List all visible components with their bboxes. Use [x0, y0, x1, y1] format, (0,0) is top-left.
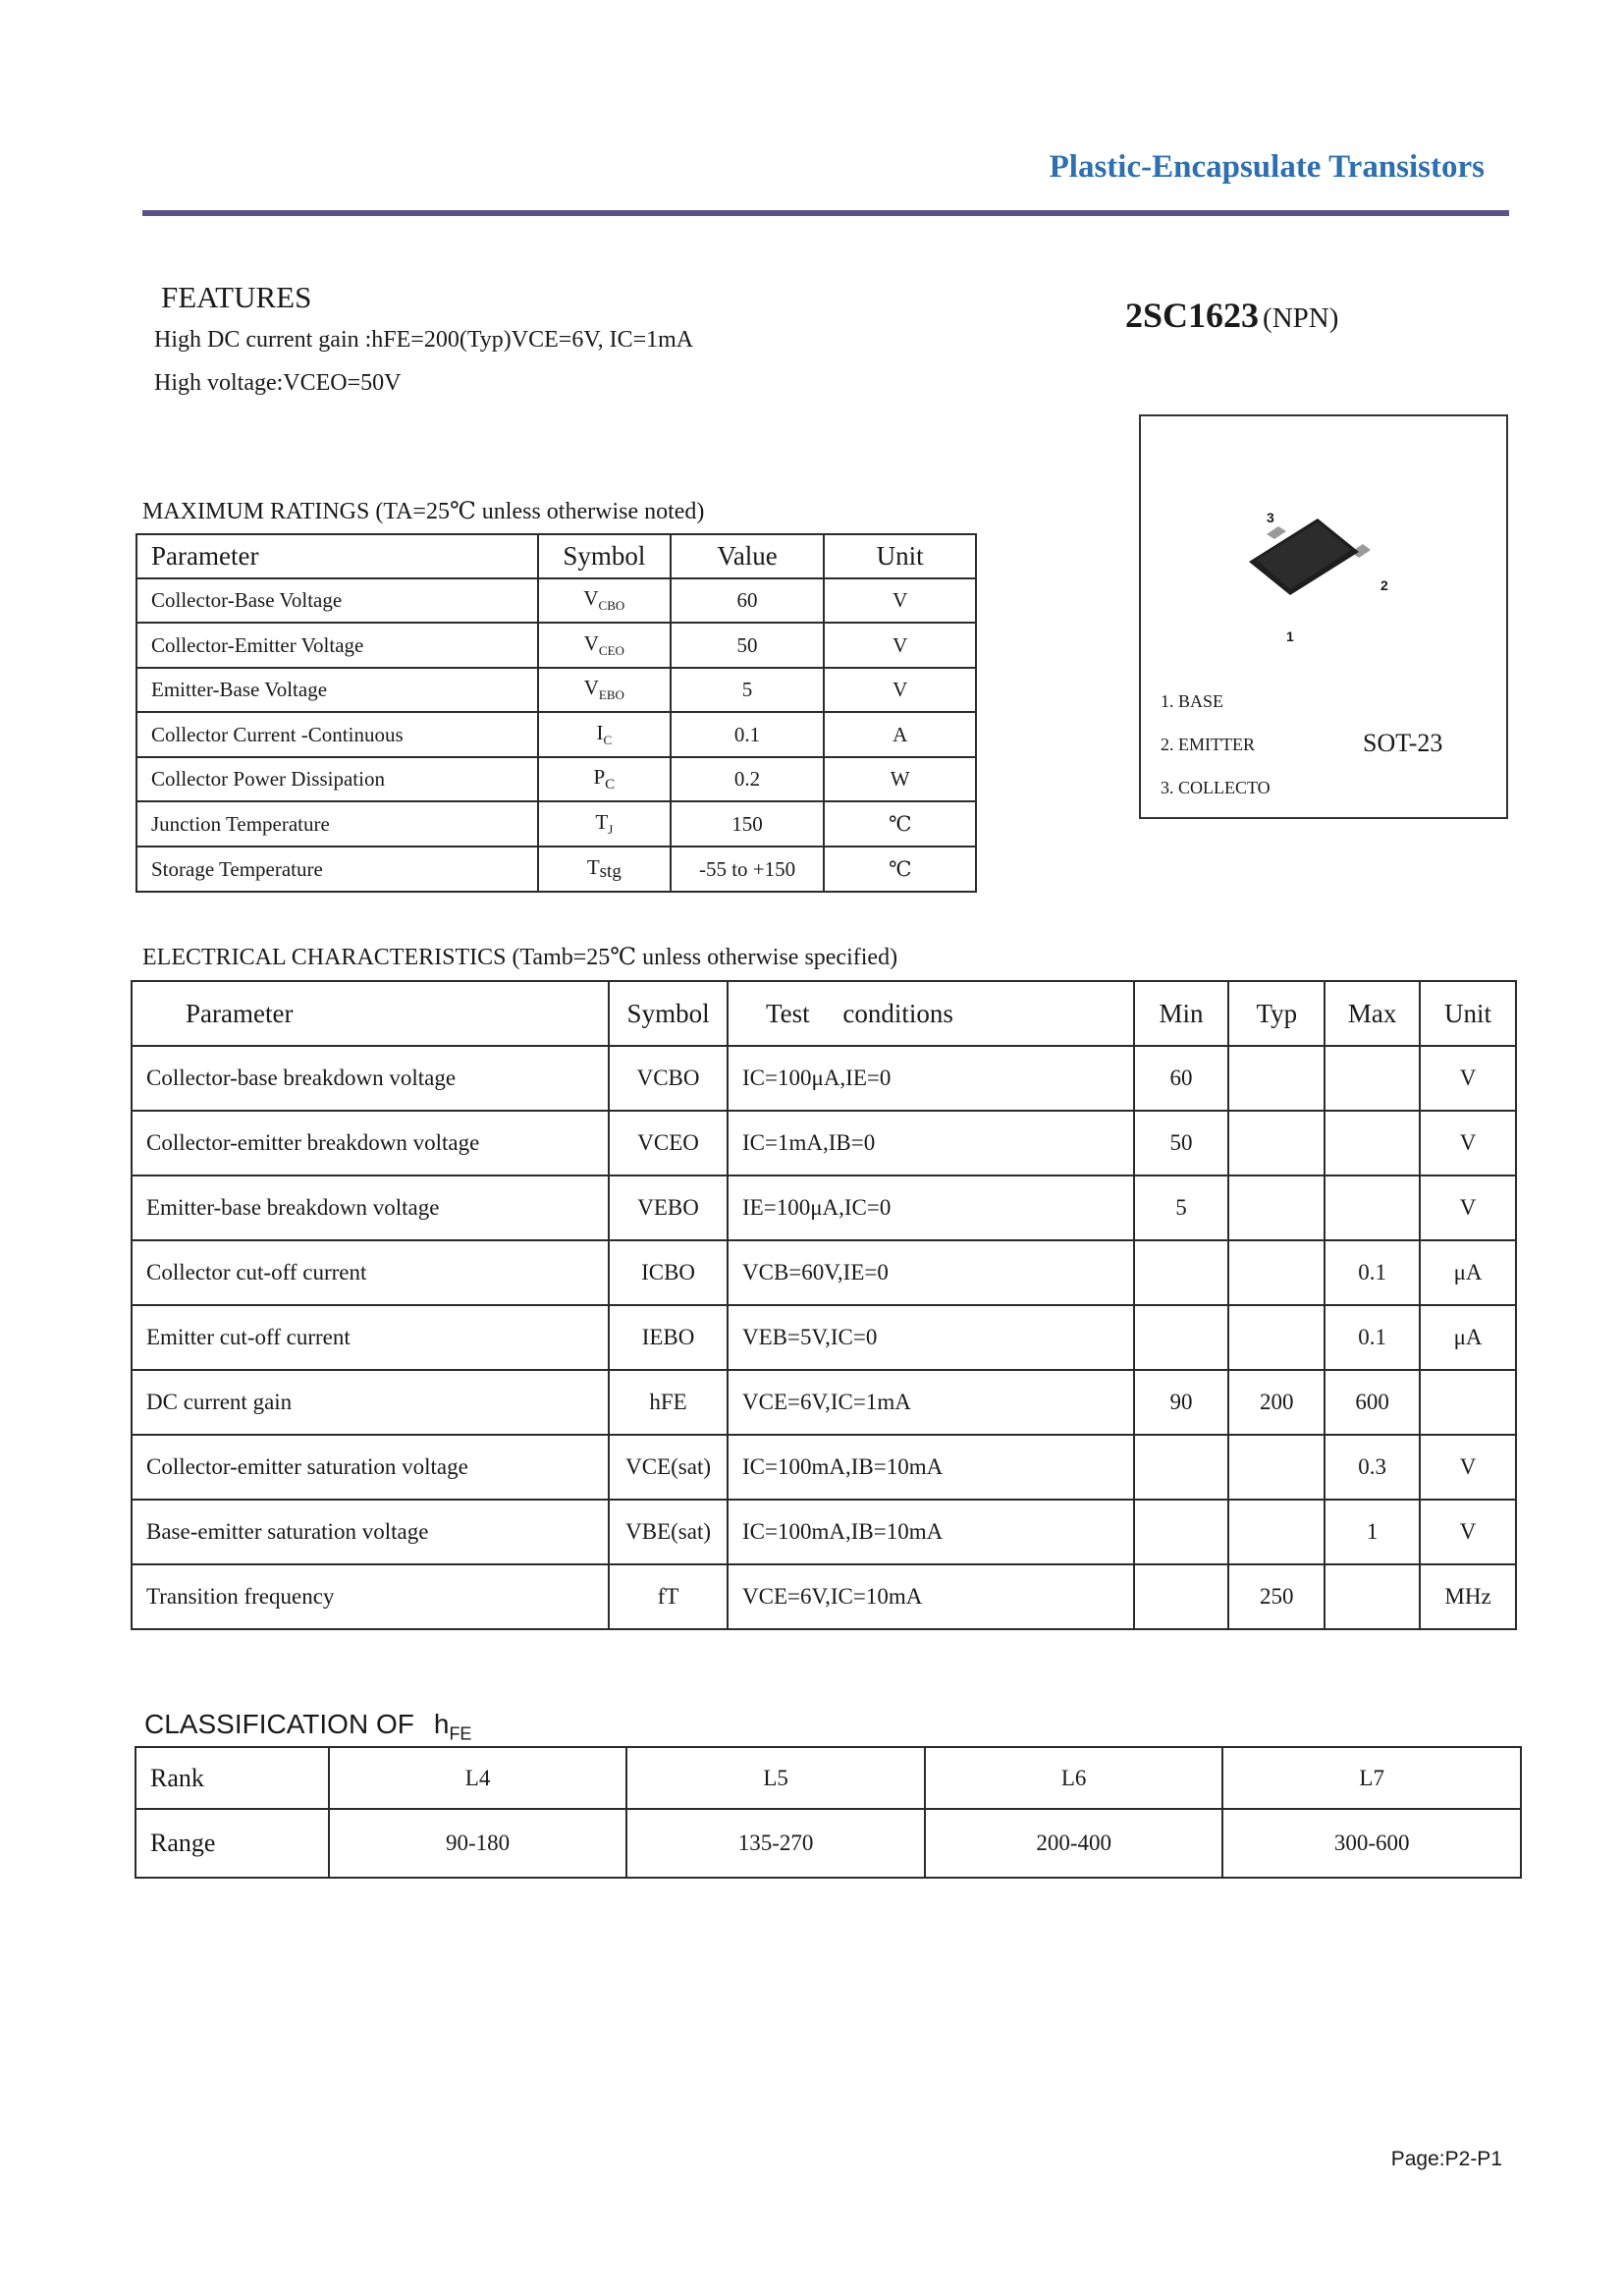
feature-line: High voltage:VCEO=50V — [154, 370, 402, 396]
min-cell — [1134, 1240, 1229, 1305]
range-cell: 90-180 — [329, 1809, 627, 1878]
conditions-cell: VEB=5V,IC=0 — [728, 1305, 1134, 1370]
feature-line: High DC current gain :hFE=200(Typ)VCE=6V, IC=1mA — [154, 327, 694, 353]
unit-cell: ℃ — [824, 801, 976, 847]
max-cell — [1325, 1046, 1420, 1111]
table-row — [136, 623, 976, 668]
conditions-cell: IC=100mA,IB=10mA — [728, 1435, 1134, 1500]
column-header: Typ — [1228, 981, 1325, 1046]
typ-cell — [1228, 1175, 1325, 1240]
min-cell — [1134, 1564, 1229, 1629]
part-type: (NPN) — [1263, 302, 1339, 334]
min-cell: 90 — [1134, 1370, 1229, 1435]
parameter-cell: Emitter-base breakdown voltage — [132, 1175, 609, 1240]
rank-cell: L4 — [329, 1747, 627, 1809]
max-cell: 0.1 — [1325, 1305, 1420, 1370]
column-header: Symbol — [538, 534, 671, 578]
typ-cell — [1228, 1500, 1325, 1564]
value-cell: -55 to +150 — [671, 847, 825, 892]
unit-cell: V — [1420, 1435, 1516, 1500]
unit-cell: V — [1420, 1111, 1516, 1175]
table-row — [132, 1175, 1516, 1240]
column-header: Min — [1134, 981, 1229, 1046]
max-cell — [1325, 1175, 1420, 1240]
unit-cell: μA — [1420, 1240, 1516, 1305]
conditions-cell: VCE=6V,IC=1mA — [728, 1370, 1134, 1435]
table-row — [135, 1747, 1521, 1809]
typ-cell — [1228, 1240, 1325, 1305]
column-header: Max — [1325, 981, 1420, 1046]
symbol-cell: VBE(sat) — [609, 1500, 728, 1564]
symbol-cell: $V_{CEO}$ — [538, 623, 671, 668]
symbol-cell: IEBO — [609, 1305, 728, 1370]
parameter-cell: Collector Current -Continuous — [136, 712, 538, 757]
value-cell: 150 — [671, 801, 825, 847]
min-cell — [1134, 1305, 1229, 1370]
parameter-cell: Storage Temperature — [136, 847, 538, 892]
header-divider — [142, 210, 1509, 216]
table-row — [132, 1111, 1516, 1175]
range-cell: 200-400 — [925, 1809, 1223, 1878]
value-cell: 0.2 — [671, 757, 825, 801]
table-row — [132, 1564, 1516, 1629]
typ-cell — [1228, 1046, 1325, 1111]
table-row — [135, 1809, 1521, 1878]
table-row — [132, 1435, 1516, 1500]
max-cell: 1 — [1325, 1500, 1420, 1564]
electrical-table — [131, 980, 1517, 1630]
max-ratings-title: MAXIMUM RATINGS (TA=25℃ unless otherwise noted) — [142, 499, 705, 524]
page-number: Page:P2-P1 — [1390, 2148, 1502, 2170]
unit-cell: V — [824, 578, 976, 623]
symbol-cell: VCEO — [609, 1111, 728, 1175]
symbol-cell: VCBO — [609, 1046, 728, 1111]
parameter-cell: Collector-emitter breakdown voltage — [132, 1111, 609, 1175]
max-cell: 600 — [1325, 1370, 1420, 1435]
typ-cell: 250 — [1228, 1564, 1325, 1629]
column-header: Unit — [1420, 981, 1516, 1046]
min-cell: 60 — [1134, 1046, 1229, 1111]
parameter-cell: Base-emitter saturation voltage — [132, 1500, 609, 1564]
table-row — [136, 801, 976, 847]
package-lead — [1267, 526, 1286, 539]
range-cell: 135-270 — [626, 1809, 925, 1878]
part-number: 2SC1623 — [1125, 296, 1260, 335]
package-name: SOT-23 — [1363, 729, 1443, 757]
column-header: Parameter — [132, 981, 609, 1046]
value-cell: 60 — [671, 578, 825, 623]
parameter-cell: DC current gain — [132, 1370, 609, 1435]
unit-cell: V — [824, 668, 976, 712]
symbol-cell: VCE(sat) — [609, 1435, 728, 1500]
parameter-cell: Collector-Emitter Voltage — [136, 623, 538, 668]
max-ratings-table — [135, 533, 977, 893]
typ-cell — [1228, 1111, 1325, 1175]
range-cell: 300-600 — [1222, 1809, 1521, 1878]
unit-cell: A — [824, 712, 976, 757]
conditions-cell: IC=100μA,IE=0 — [728, 1046, 1134, 1111]
column-header: Test conditions — [728, 981, 1134, 1046]
table-row — [136, 712, 976, 757]
min-cell — [1134, 1435, 1229, 1500]
symbol-cell: hFE — [609, 1370, 728, 1435]
symbol-cell: VEBO — [609, 1175, 728, 1240]
typ-cell — [1228, 1435, 1325, 1500]
unit-cell: V — [824, 623, 976, 668]
column-header: Unit — [824, 534, 976, 578]
column-header: Parameter — [136, 534, 538, 578]
sot23-package-icon — [1229, 505, 1386, 613]
column-header: Symbol — [609, 981, 728, 1046]
conditions-cell: IC=1mA,IB=0 — [728, 1111, 1134, 1175]
page-header-title: Plastic-Encapsulate Transistors — [1049, 149, 1485, 185]
pin-label: 1. BASE — [1161, 691, 1224, 711]
unit-cell: MHz — [1420, 1564, 1516, 1629]
parameter-cell: Emitter cut-off current — [132, 1305, 609, 1370]
table-row — [132, 1240, 1516, 1305]
min-cell: 5 — [1134, 1175, 1229, 1240]
features-title: FEATURES — [161, 280, 312, 314]
table-header-row — [132, 981, 1516, 1046]
typ-cell: 200 — [1228, 1370, 1325, 1435]
symbol-cell: $I_C$ — [538, 712, 671, 757]
unit-cell: ℃ — [824, 847, 976, 892]
symbol-cell: $T_J$ — [538, 801, 671, 847]
value-cell: 50 — [671, 623, 825, 668]
table-row — [136, 847, 976, 892]
typ-cell — [1228, 1305, 1325, 1370]
table-row — [132, 1500, 1516, 1564]
parameter-cell: Transition frequency — [132, 1564, 609, 1629]
symbol-cell: $V_{CBO}$ — [538, 578, 671, 623]
pin-label: 2. EMITTER — [1161, 735, 1255, 754]
max-cell — [1325, 1111, 1420, 1175]
conditions-cell: IE=100μA,IC=0 — [728, 1175, 1134, 1240]
rank-cell: L6 — [925, 1747, 1223, 1809]
conditions-cell: IC=100mA,IB=10mA — [728, 1500, 1134, 1564]
rank-cell: L7 — [1222, 1747, 1521, 1809]
parameter-cell: Collector-base breakdown voltage — [132, 1046, 609, 1111]
symbol-cell: $V_{EBO}$ — [538, 668, 671, 712]
rank-label: Rank — [135, 1747, 329, 1809]
rank-cell: L5 — [626, 1747, 925, 1809]
pin-number: 1 — [1286, 629, 1294, 644]
classification-table — [135, 1746, 1522, 1879]
max-cell: 0.3 — [1325, 1435, 1420, 1500]
symbol-cell: $T_{stg}$ — [538, 847, 671, 892]
unit-cell: V — [1420, 1046, 1516, 1111]
table-row — [136, 757, 976, 801]
parameter-cell: Collector-Base Voltage — [136, 578, 538, 623]
min-cell: 50 — [1134, 1111, 1229, 1175]
parameter-cell: Collector cut-off current — [132, 1240, 609, 1305]
max-cell — [1325, 1564, 1420, 1629]
table-row — [136, 578, 976, 623]
unit-cell — [1420, 1370, 1516, 1435]
column-header: Value — [671, 534, 825, 578]
table-row — [132, 1305, 1516, 1370]
pin-number: 2 — [1380, 577, 1388, 593]
package-box — [1139, 414, 1508, 819]
value-cell: 5 — [671, 668, 825, 712]
parameter-cell: Junction Temperature — [136, 801, 538, 847]
table-row — [136, 668, 976, 712]
unit-cell: μA — [1420, 1305, 1516, 1370]
unit-cell: W — [824, 757, 976, 801]
parameter-cell: Collector Power Dissipation — [136, 757, 538, 801]
pin-label: 3. COLLECTO — [1161, 778, 1271, 797]
symbol-cell: fT — [609, 1564, 728, 1629]
part-heading — [1125, 295, 1338, 336]
range-label: Range — [135, 1809, 329, 1878]
symbol-cell: $P_C$ — [538, 757, 671, 801]
table-row — [132, 1370, 1516, 1435]
parameter-cell: Collector-emitter saturation voltage — [132, 1435, 609, 1500]
symbol-cell: ICBO — [609, 1240, 728, 1305]
min-cell — [1134, 1500, 1229, 1564]
value-cell: 0.1 — [671, 712, 825, 757]
conditions-cell: VCE=6V,IC=10mA — [728, 1564, 1134, 1629]
unit-cell: V — [1420, 1500, 1516, 1564]
unit-cell: V — [1420, 1175, 1516, 1240]
table-row — [132, 1046, 1516, 1111]
conditions-cell: VCB=60V,IE=0 — [728, 1240, 1134, 1305]
electrical-title: ELECTRICAL CHARACTERISTICS (Tamb=25℃ unless otherwise specified) — [142, 945, 898, 970]
classification-title: CLASSIFICATION OF $h_{FE}$ — [144, 1709, 472, 1744]
parameter-cell: Emitter-Base Voltage — [136, 668, 538, 712]
pin-number: 3 — [1267, 510, 1274, 525]
table-header-row — [136, 534, 976, 578]
max-cell: 0.1 — [1325, 1240, 1420, 1305]
